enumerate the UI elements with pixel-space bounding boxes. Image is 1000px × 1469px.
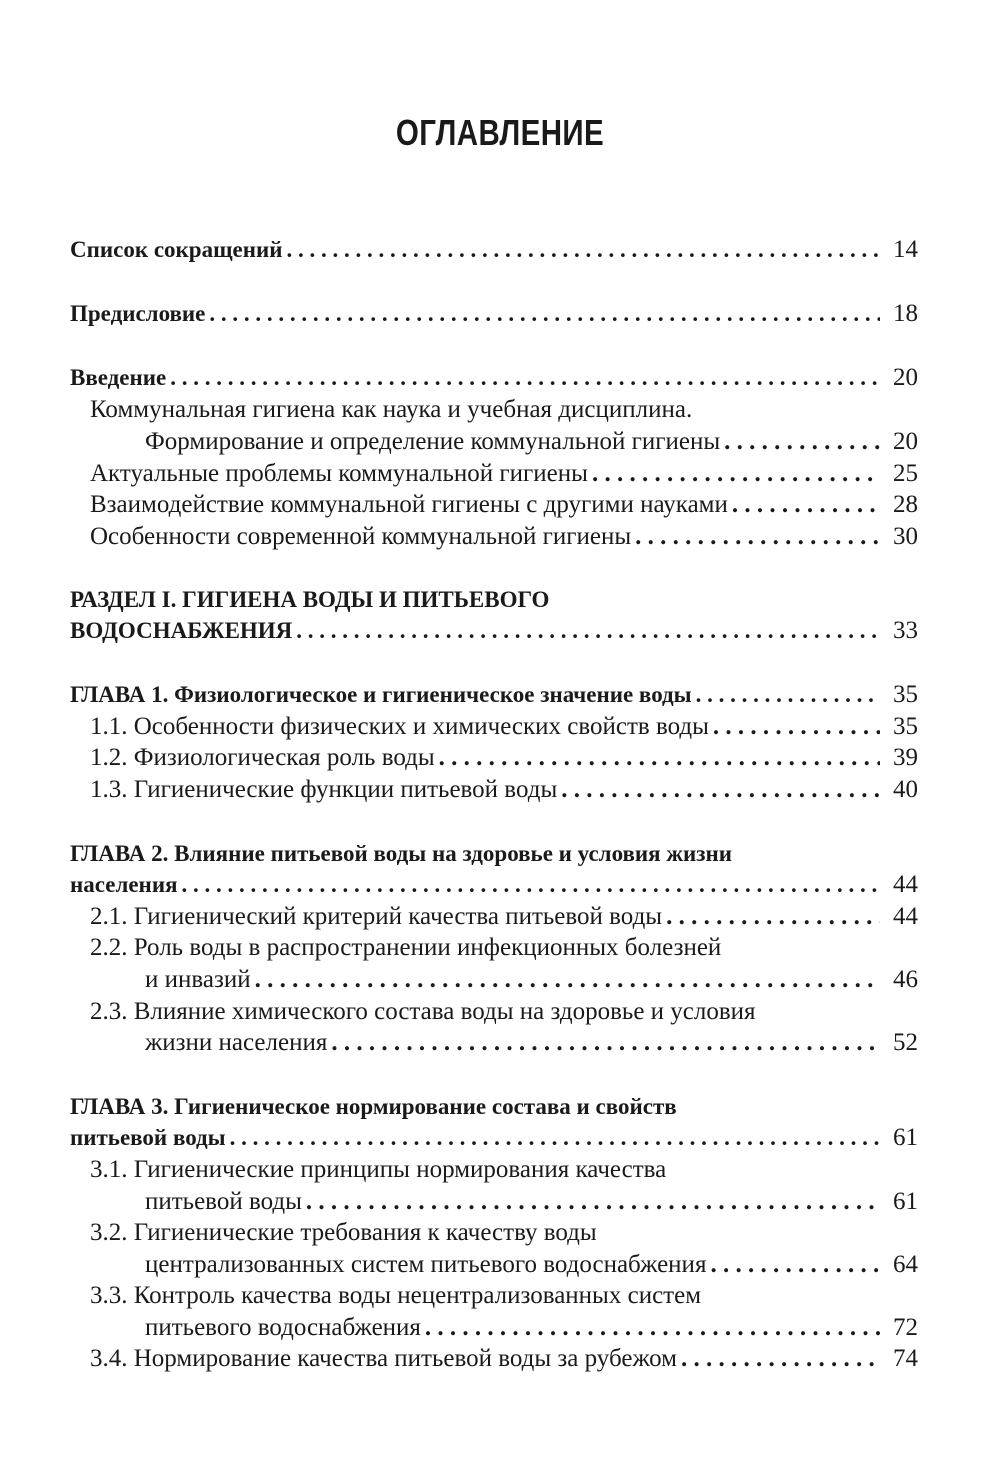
toc-entry-title: и инвазий bbox=[145, 966, 251, 993]
dot-leader bbox=[592, 458, 880, 489]
dot-leader bbox=[170, 362, 880, 393]
toc-page-number: 33 bbox=[893, 617, 918, 644]
dot-leader bbox=[306, 1186, 880, 1217]
toc-entry-title: 2.2. Роль воды в распространении инфекционных болезней bbox=[90, 934, 722, 961]
toc-entry-title: питьевого водоснабжения bbox=[145, 1314, 421, 1341]
toc-page-number: 14 bbox=[893, 236, 918, 263]
toc-entry bbox=[145, 1312, 918, 1343]
toc-entry-title: 2.1. Гигиенический критерий качества питьевой воды bbox=[90, 903, 663, 930]
toc-entry-title: Введение bbox=[70, 365, 167, 390]
toc-page-number: 72 bbox=[893, 1314, 918, 1341]
toc-page-number: 35 bbox=[893, 681, 918, 708]
dot-leader bbox=[696, 679, 880, 710]
toc-entry-title: Взаимодействие коммунальной гигиены с другими науками bbox=[90, 491, 728, 518]
dot-leader bbox=[296, 615, 880, 646]
dot-leader bbox=[286, 234, 880, 265]
toc-entry-title: Коммунальная гигиена как наука и учебная дисциплина. bbox=[90, 396, 693, 423]
toc-entry-title: Особенности современной коммунальной гигиены bbox=[90, 523, 632, 550]
toc-entry-title: 1.2. Физиологическая роль воды bbox=[90, 744, 435, 771]
toc-entry bbox=[90, 521, 918, 552]
toc-entry bbox=[90, 1343, 918, 1374]
toc-entry-title: централизованных систем питьевого водоснабжения bbox=[145, 1251, 707, 1278]
dot-leader bbox=[710, 1249, 880, 1280]
toc-page-number: 61 bbox=[893, 1188, 918, 1215]
toc-page-number: 46 bbox=[893, 966, 918, 993]
toc-entry bbox=[70, 1122, 918, 1153]
toc-entry-title: 3.3. Контроль качества воды нецентрализованных систем bbox=[90, 1282, 702, 1309]
toc-page-number: 30 bbox=[893, 523, 918, 550]
dot-leader bbox=[331, 1027, 880, 1058]
dot-leader bbox=[681, 1343, 880, 1374]
toc-entry-title: питьевой воды bbox=[145, 1188, 302, 1215]
dot-leader bbox=[635, 521, 880, 552]
toc-entry-title: Предисловие bbox=[70, 301, 206, 326]
toc-entry bbox=[90, 774, 918, 805]
toc-page-number: 44 bbox=[893, 903, 918, 930]
toc-entry-title: населения bbox=[70, 872, 178, 897]
toc-page-number: 35 bbox=[893, 713, 918, 740]
toc-entry-title: 1.3. Гигиенические функции питьевой воды bbox=[90, 776, 558, 803]
toc-entry-title: Формирование и определение коммунальной гигиены bbox=[145, 428, 721, 455]
toc-page-number: 28 bbox=[893, 491, 918, 518]
toc-entry bbox=[70, 869, 918, 900]
dot-leader bbox=[230, 1122, 880, 1153]
dot-leader bbox=[425, 1312, 880, 1343]
toc-page-number: 20 bbox=[893, 364, 918, 391]
toc-entry bbox=[70, 362, 918, 393]
toc-entry bbox=[145, 1027, 918, 1058]
toc-entry-title: 1.1. Особенности физических и химических свойств воды bbox=[90, 713, 709, 740]
toc-page-number: 44 bbox=[893, 871, 918, 898]
toc-entry-title: 2.3. Влияние химического состава воды на здоровье и условия bbox=[90, 998, 756, 1025]
dot-leader bbox=[666, 901, 880, 932]
dot-leader bbox=[713, 711, 880, 742]
toc-entry bbox=[90, 742, 918, 773]
toc-page-number: 20 bbox=[893, 428, 918, 455]
toc-entry bbox=[70, 615, 918, 646]
toc-entry-title: 3.4. Нормирование качества питьевой воды за рубежом bbox=[90, 1345, 677, 1372]
dot-leader bbox=[439, 742, 880, 773]
section-heading: РАЗДЕЛ I. ГИГИЕНА ВОДЫ И ПИТЬЕВОГО bbox=[70, 587, 550, 612]
dot-leader bbox=[209, 298, 880, 329]
toc-entry bbox=[145, 426, 918, 457]
toc-page-number: 18 bbox=[893, 300, 918, 327]
toc-entry-title: питьевой воды bbox=[70, 1125, 226, 1150]
chapter-heading: ГЛАВА 3. Гигиеническое нормирование состава и свойств bbox=[70, 1094, 677, 1119]
chapter-heading: ГЛАВА 2. Влияние питьевой воды на здоровье и условия жизни bbox=[70, 841, 733, 866]
toc-page-number: 40 bbox=[893, 776, 918, 803]
page-title: ОГЛАВЛЕНИЕ bbox=[395, 112, 605, 153]
dot-leader bbox=[182, 869, 880, 900]
toc-entry bbox=[90, 489, 918, 520]
toc-entry-title: 3.1. Гигиенические принципы нормирования качества bbox=[90, 1156, 667, 1183]
toc-page-number: 25 bbox=[893, 460, 918, 487]
toc-page-number: 64 bbox=[893, 1251, 918, 1278]
toc-entry bbox=[90, 458, 918, 489]
toc-entry bbox=[145, 1186, 918, 1217]
dot-leader bbox=[724, 426, 880, 457]
toc-entry bbox=[70, 298, 918, 329]
toc-entry-title: 3.2. Гигиенические требования к качеству воды bbox=[90, 1219, 597, 1246]
toc-entry bbox=[90, 901, 918, 932]
toc-page-number: 61 bbox=[893, 1124, 918, 1151]
toc-page-number: 74 bbox=[893, 1345, 918, 1372]
toc-page-number: 39 bbox=[893, 744, 918, 771]
toc-entry bbox=[145, 964, 918, 995]
toc-entry bbox=[70, 679, 918, 710]
toc-entry bbox=[145, 1249, 918, 1280]
toc-entry-title: ВОДОСНАБЖЕНИЯ bbox=[70, 618, 293, 643]
toc-entry bbox=[70, 234, 918, 265]
dot-leader bbox=[561, 774, 880, 805]
dot-leader bbox=[732, 489, 880, 520]
toc-entry bbox=[90, 711, 918, 742]
dot-leader bbox=[255, 964, 880, 995]
toc-entry-title: Актуальные проблемы коммунальной гигиены bbox=[90, 460, 588, 487]
toc-page-number: 52 bbox=[893, 1029, 918, 1056]
toc-entry-title: жизни населения bbox=[145, 1029, 328, 1056]
toc-entry-title: Список сокращений bbox=[70, 237, 283, 262]
toc-entry-title: ГЛАВА 1. Физиологическое и гигиеническое значение воды bbox=[70, 682, 692, 707]
